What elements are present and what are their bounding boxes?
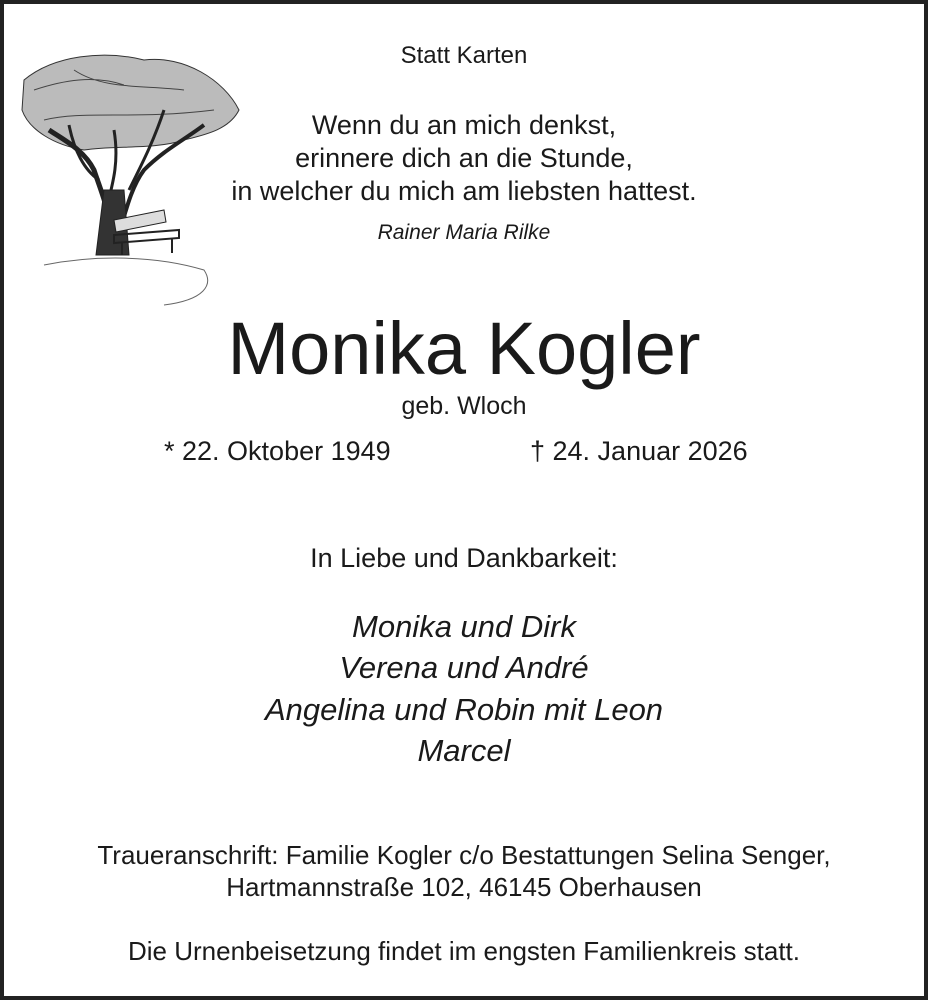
mourners-intro: In Liebe und Dankbarkeit: [310, 543, 618, 573]
birth-date: * 22. Oktober 1949 [164, 436, 391, 466]
poem-line: erinnere dich an die Stunde, [295, 143, 633, 173]
statt-karten-heading: Statt Karten [400, 42, 528, 69]
mourner-name: Angelina und Robin mit Leon [264, 692, 664, 727]
address-line: Hartmannstraße 102, 46145 Oberhausen [226, 872, 702, 902]
address-line: Traueranschrift: Familie Kogler c/o Bestattungen Selina Senger, [97, 840, 831, 870]
mourner-name: Verena und André [339, 650, 589, 685]
poem-author: Rainer Maria Rilke [377, 221, 551, 244]
poem-line: in welcher du mich am liebsten hattest. [231, 176, 697, 206]
mourner-name: Monika und Dirk [352, 609, 576, 644]
mourner-name: Marcel [417, 733, 511, 768]
death-date: † 24. Januar 2026 [530, 436, 748, 466]
burial-note: Die Urnenbeisetzung findet im engsten Familienkreis statt. [128, 936, 800, 966]
birth-name: geb. Wloch [401, 392, 527, 420]
poem-line: Wenn du an mich denkst, [311, 110, 617, 140]
deceased-name: Monika Kogler [227, 307, 701, 390]
